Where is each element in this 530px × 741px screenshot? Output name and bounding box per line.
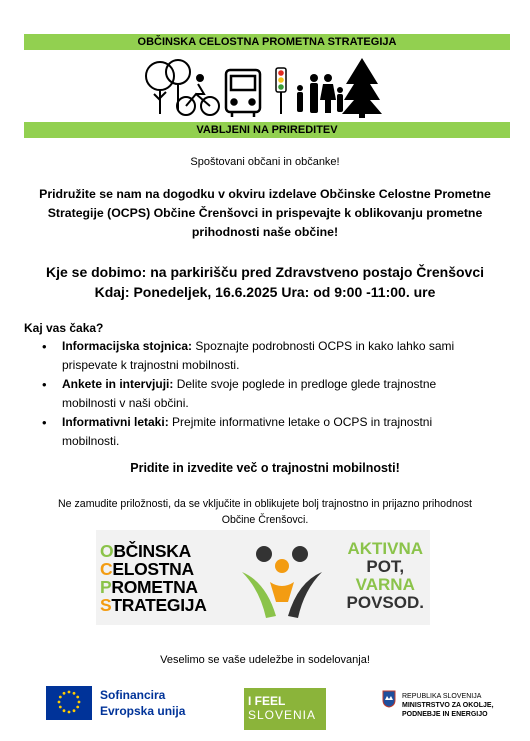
header-banner (24, 34, 510, 50)
mobility-illustration (140, 54, 390, 120)
event-banner (24, 122, 510, 138)
intro-paragraph: Pridružite se nam na dogodku v okviru izdelave Občinske Celostne Prometne Strategije (OCPS) Občine Črenšovci in prispevajte k oblikovanju prometne prihodnosti naše občine! (39, 187, 491, 239)
slovenia-coat-of-arms-icon (382, 690, 396, 708)
event-details (20, 262, 510, 302)
agenda (24, 320, 504, 451)
event-time: Kdaj: Ponedeljek, 16.6.2025 Ura: od 9:00 -11:00. ure (94, 284, 436, 300)
cyclist-icon (177, 75, 219, 115)
pine-tree-icon (342, 58, 382, 118)
traffic-light-icon (276, 68, 286, 114)
agenda-item: • Informacijska stojnica: Spoznajte podrobnosti OCPS in kako lahko sami prispevate k trajnostni mobilnosti. (24, 337, 504, 375)
event-banner-title: VABLJENI NA PRIREDITEV (196, 124, 338, 136)
agenda-item: • Ankete in intervjuji: Delite svoje poglede in predloge glede trajnostne mobilnosti v naši občini. (24, 375, 504, 413)
call-to-action: Pridite in izvedite več o trajnostni mobilnosti! (130, 461, 400, 475)
greeting: Spoštovani občani in občanke! (190, 156, 340, 168)
eu-flag-icon (46, 686, 92, 720)
agenda-list (24, 337, 504, 451)
thanks: Veselimo se vaše udeležbe in sodelovanja! (160, 654, 370, 666)
bus-icon (226, 70, 260, 117)
agenda-heading: Kaj vas čaka? (24, 321, 104, 335)
ocps-logo: OBČINSKA CELOSTNA PROMETNA STRATEGIJA AKTIVNA POT, VARNA POVSOD. (96, 530, 430, 625)
header-title: OBČINSKA CELOSTNA PROMETNA STRATEGIJA (137, 36, 397, 48)
tree-icon (146, 60, 190, 114)
people-emblem-icon (236, 542, 328, 620)
event-location: Kje se dobimo: na parkirišču pred Zdravstveno postajo Črenšovci (45, 264, 484, 280)
family-icon (297, 74, 343, 113)
i-feel-slovenia-logo: I FEEL SLOVENIA (244, 688, 326, 730)
agenda-item: • Informativni letaki: Prejmite informativne letake o OCPS in trajnostni mobilnosti. (24, 413, 504, 451)
closing-paragraph: Ne zamudite priložnosti, da se vključite in oblikujete bolj trajnostno in prijazno prihodnost Občine Črenšovci. (58, 498, 472, 526)
